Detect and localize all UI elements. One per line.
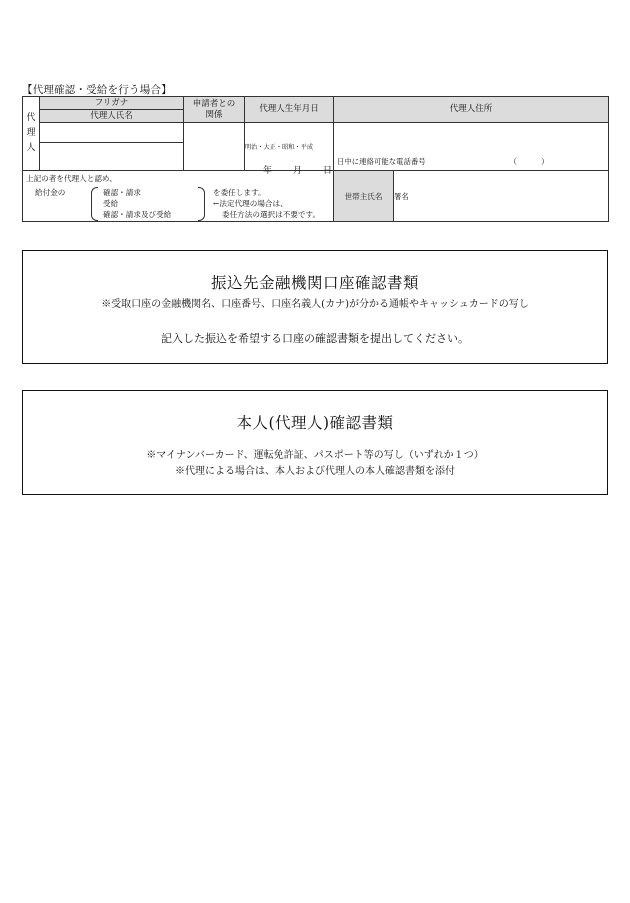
identity-docs-note2: ※代理による場合は、本人および代理人の本人確認書類を添付 [175,466,455,477]
phone-paren: （ ） [509,157,549,166]
bank-docs-title: 振込先金融機関口座確認書類 [210,274,419,292]
signature-field[interactable] [394,171,609,222]
bank-docs-note: ※受取口座の金融機関名、口座番号、口座名義人(カナ)が分かる通帳やキャッシュカードの写し [101,299,529,310]
identity-docs-box [22,390,608,495]
year-label: 年 [263,166,273,176]
option-confirm-claim-receive[interactable]: 確認・請求及び受給 [103,210,172,219]
proxy-name-field[interactable] [40,143,184,171]
identity-docs-note1: ※マイナンバーカード、運転免許証、パスポート等の写し（いずれか１つ） [146,450,484,461]
entrust-statement: 上記の者を代理人と認め、 [26,174,117,183]
bracket-right [198,187,205,221]
relation-header: 申請者との 関係 [184,97,245,123]
legal-note-line1: ←法定代理の場合は、 [213,199,288,208]
legal-note-line2: 委任方法の選択は不要です。 [222,210,321,219]
section-title: 【代理確認・受給を行う場合】 [22,84,172,96]
bank-docs-instruction: 記入した振込を希望する口座の確認書類を提出してください。 [161,332,469,345]
proxy-table [22,96,609,222]
householder-label: 世帯主氏名 [334,171,394,222]
option-receive[interactable]: 受給 [103,199,119,208]
address-field[interactable] [334,123,609,171]
bracket-left [91,187,98,221]
entrust-section [23,171,334,222]
identity-docs-title: 本人(代理人)確認書類 [236,414,394,432]
entrust-text: を委任します。 [213,188,266,197]
month-label: 月 [293,166,303,176]
benefit-label: 給付金の [35,188,66,197]
birth-date-field[interactable] [245,123,334,176]
phone-label: 日中に連絡可能な電話番号 [337,157,426,166]
proxy-side-label: 代 理 人 [23,97,40,171]
proxy-name-header: 代理人氏名 [40,110,184,123]
address-header: 代理人住所 [334,97,609,123]
birth-date-header: 代理人生年月日 [245,97,334,123]
day-label: 日 [323,166,333,176]
bank-account-docs-box [22,250,608,364]
signature-label: 署名 [394,191,409,201]
furigana-field[interactable] [40,123,184,143]
era-options: 明治・大正・昭和・平成 [245,144,314,151]
option-confirm-claim[interactable]: 確認・請求 [103,188,141,197]
furigana-header: フリガナ [40,97,184,110]
relation-field[interactable] [184,123,245,171]
